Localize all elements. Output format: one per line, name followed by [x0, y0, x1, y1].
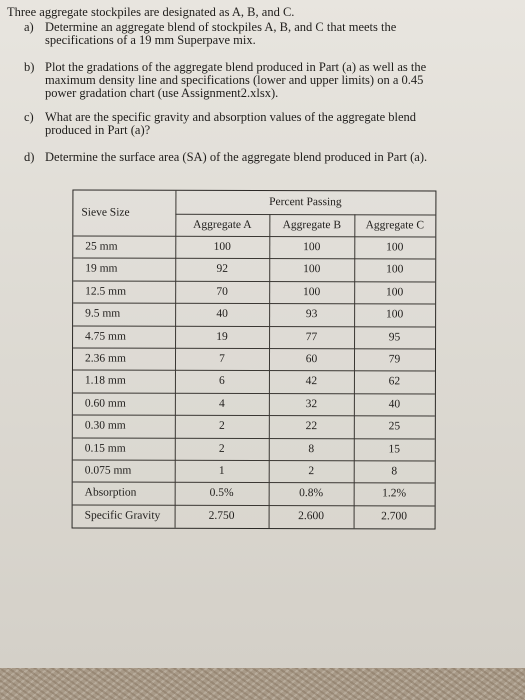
percent-cell: 100 — [385, 308, 404, 321]
percent-cell: 22 — [305, 420, 318, 433]
sieve-label: 0.30 mm — [84, 419, 126, 432]
column-header: Aggregate C — [365, 219, 425, 232]
percent-cell: 1.2% — [382, 487, 407, 500]
table-divider — [73, 325, 435, 327]
question-line: Plot the gradations of the aggregate blend produced in Part (a) as well as the — [45, 60, 427, 74]
gradation-table — [72, 190, 437, 530]
sieve-label: 2.36 mm — [84, 352, 126, 365]
question-label: c) — [24, 110, 34, 124]
sieve-label: 1.18 mm — [84, 374, 126, 388]
table-divider — [73, 504, 435, 506]
percent-cell: 6 — [219, 375, 225, 388]
percent-cell: 8 — [391, 465, 398, 478]
percent-cell: 2.600 — [298, 509, 325, 522]
percent-cell: 100 — [303, 285, 321, 298]
percent-cell: 79 — [388, 353, 401, 366]
question-line: What are the specific gravity and absorption values of the aggregate blend — [45, 110, 417, 124]
sieve-label: 0.15 mm — [84, 442, 126, 455]
question-line: power gradation chart (use Assignment2.xlsx). — [45, 86, 279, 100]
sieve-label: 9.5 mm — [85, 307, 121, 320]
sieve-label: Absorption — [84, 486, 137, 500]
percent-cell: 2.750 — [208, 509, 235, 522]
percent-cell: 7 — [219, 352, 225, 365]
question-line: Determine the surface area (SA) of the aggregate blend produced in Part (a). — [45, 150, 428, 164]
question-line: specifications of a 19 mm Superpave mix. — [45, 33, 256, 47]
percent-cell: 8 — [308, 442, 315, 455]
table-divider — [73, 482, 435, 484]
question-label: d) — [24, 150, 35, 164]
percent-cell: 100 — [303, 263, 321, 276]
percent-cell: 2 — [218, 420, 225, 433]
table-divider — [73, 303, 435, 305]
percent-cell: 2 — [218, 442, 225, 455]
table-divider — [73, 392, 435, 394]
percent-cell: 40 — [216, 308, 228, 321]
question-line: produced in Part (a)? — [45, 123, 151, 137]
sieve-label: 0.075 mm — [84, 464, 132, 477]
table-divider — [73, 258, 435, 260]
question-label: a) — [24, 20, 34, 34]
table-divider — [73, 370, 435, 372]
percent-cell: 0.8% — [299, 487, 324, 500]
sieve-label: 0.60 mm — [84, 397, 126, 410]
percent-cell: 40 — [388, 398, 401, 411]
percent-cell: 60 — [305, 353, 318, 366]
question-label: b) — [24, 60, 35, 74]
sieve-label: 4.75 mm — [85, 330, 126, 343]
sieve-label: 25 mm — [85, 240, 118, 253]
percent-cell: 100 — [213, 240, 231, 253]
percent-cell: 4 — [218, 397, 225, 410]
percent-cell: 19 — [216, 330, 228, 343]
table-divider — [73, 460, 435, 462]
table-divider — [73, 437, 435, 439]
percent-cell: 77 — [305, 330, 318, 343]
sieve-label: 12.5 mm — [85, 285, 127, 298]
percent-passing-header: Percent Passing — [269, 196, 342, 209]
percent-cell: 2.700 — [381, 510, 408, 523]
percent-cell: 0.5% — [209, 487, 234, 500]
intro-text: Three aggregate stockpiles are designated as A, B, and C. — [7, 5, 295, 19]
percent-cell: 32 — [305, 397, 318, 410]
column-header: Aggregate B — [282, 219, 342, 232]
sieve-size-header: Sieve Size — [81, 206, 130, 219]
question-line: maximum density line and specifications (lower and upper limits) on a 0.45 — [45, 73, 424, 87]
column-header: Aggregate A — [193, 218, 252, 231]
percent-cell: 100 — [386, 241, 404, 254]
question-line: Determine an aggregate blend of stockpiles A, B, and C that meets the — [45, 20, 397, 34]
percent-cell: 1 — [218, 464, 225, 477]
percent-cell: 95 — [388, 330, 401, 343]
percent-cell: 25 — [388, 420, 401, 433]
background-floor — [0, 668, 525, 700]
percent-cell: 2 — [308, 465, 315, 478]
percent-cell: 15 — [388, 442, 401, 455]
table-divider — [175, 214, 435, 216]
percent-cell: 42 — [305, 375, 318, 388]
sieve-label: Specific Gravity — [84, 509, 161, 522]
percent-cell: 100 — [303, 241, 321, 254]
table-divider — [73, 348, 435, 350]
percent-cell: 70 — [216, 285, 228, 298]
percent-cell: 100 — [386, 286, 404, 299]
sieve-label: 19 mm — [85, 262, 118, 276]
percent-cell: 62 — [388, 375, 401, 388]
percent-cell: 92 — [216, 263, 229, 276]
table-divider — [73, 415, 435, 417]
table-divider — [73, 280, 435, 282]
table-divider — [73, 236, 435, 238]
percent-cell: 93 — [305, 308, 318, 321]
percent-cell: 100 — [386, 263, 404, 276]
